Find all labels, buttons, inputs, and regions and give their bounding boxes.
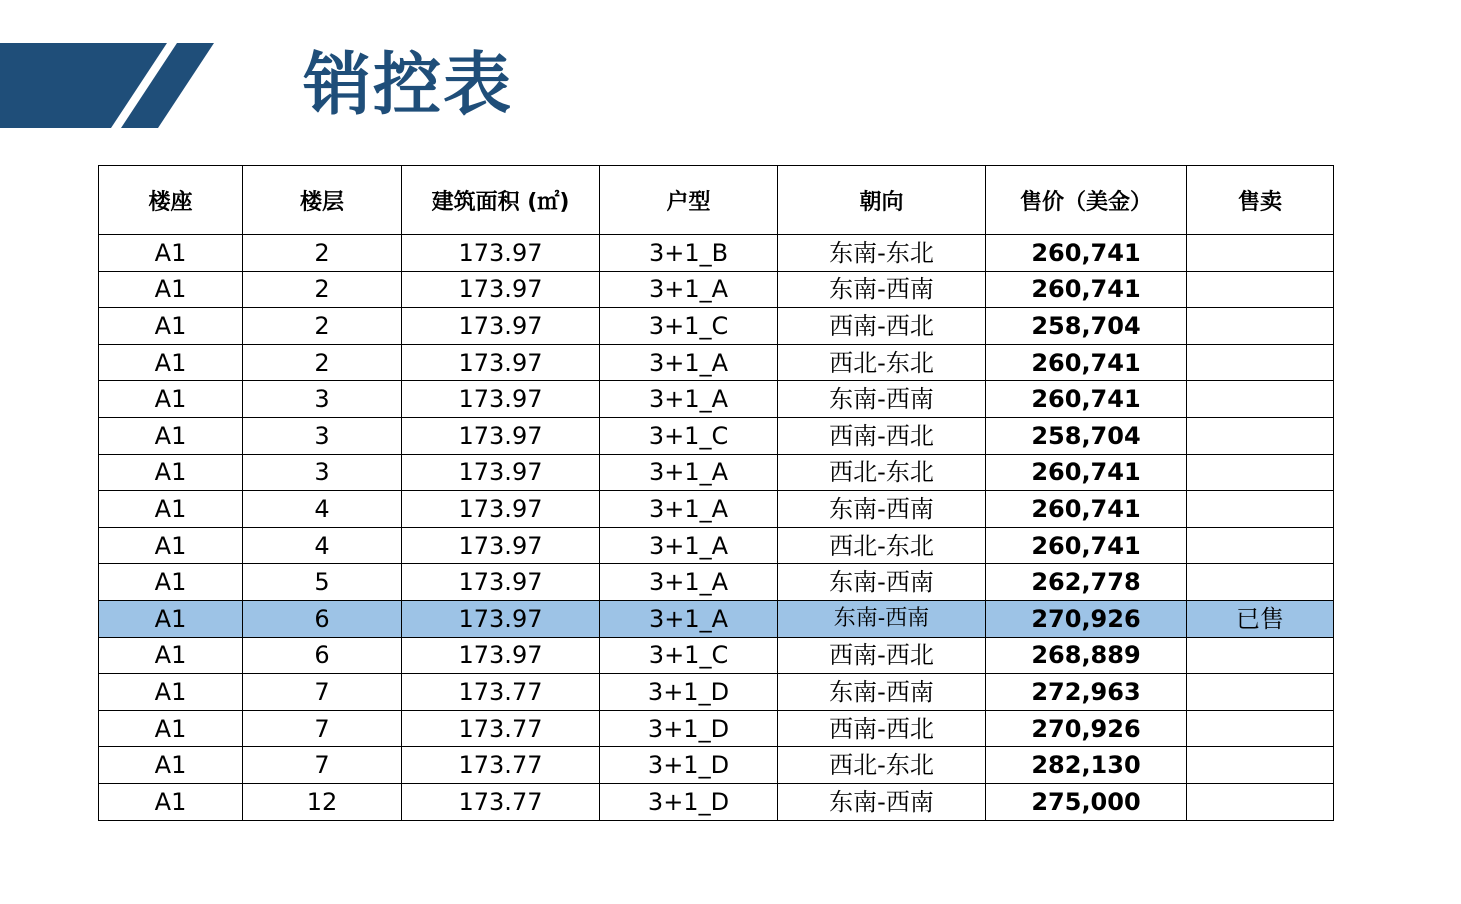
cell-sale-status xyxy=(1187,783,1334,820)
cell-floor: 6 xyxy=(243,600,402,637)
cell-orientation: 西北-东北 xyxy=(778,527,986,564)
header-building: 楼座 xyxy=(99,166,243,235)
cell-sale-status xyxy=(1187,344,1334,381)
cell-sale-status xyxy=(1187,271,1334,308)
cell-floor: 2 xyxy=(243,235,402,272)
table-row xyxy=(99,344,1334,381)
cell-sale-status xyxy=(1187,381,1334,418)
cell-area: 173.97 xyxy=(402,417,600,454)
cell-price: 262,778 xyxy=(986,564,1187,601)
cell-price: 258,704 xyxy=(986,308,1187,345)
cell-orientation: 东南-西南 xyxy=(778,674,986,711)
cell-orientation: 西南-西北 xyxy=(778,637,986,674)
cell-area: 173.97 xyxy=(402,564,600,601)
cell-orientation: 西北-东北 xyxy=(778,747,986,784)
sales-control-table xyxy=(98,165,1334,821)
cell-floor: 3 xyxy=(243,417,402,454)
cell-price: 270,926 xyxy=(986,600,1187,637)
cell-price: 260,741 xyxy=(986,491,1187,528)
header-sale-status: 售卖 xyxy=(1187,166,1334,235)
cell-price: 260,741 xyxy=(986,235,1187,272)
cell-area: 173.97 xyxy=(402,271,600,308)
cell-orientation: 西北-东北 xyxy=(778,454,986,491)
cell-area: 173.97 xyxy=(402,308,600,345)
cell-price: 260,741 xyxy=(986,344,1187,381)
header-price: 售价（美金） xyxy=(986,166,1187,235)
cell-unit-type: 3+1_B xyxy=(600,235,778,272)
table-row xyxy=(99,271,1334,308)
cell-sale-status xyxy=(1187,308,1334,345)
cell-sale-status: 已售 xyxy=(1187,600,1334,637)
cell-area: 173.97 xyxy=(402,344,600,381)
cell-orientation: 东南-西南 xyxy=(778,491,986,528)
cell-sale-status xyxy=(1187,417,1334,454)
cell-price: 258,704 xyxy=(986,417,1187,454)
cell-building: A1 xyxy=(99,344,243,381)
cell-unit-type: 3+1_A xyxy=(600,454,778,491)
cell-area: 173.97 xyxy=(402,491,600,528)
cell-unit-type: 3+1_D xyxy=(600,710,778,747)
cell-price: 268,889 xyxy=(986,637,1187,674)
cell-price: 272,963 xyxy=(986,674,1187,711)
cell-sale-status xyxy=(1187,710,1334,747)
cell-building: A1 xyxy=(99,417,243,454)
cell-building: A1 xyxy=(99,674,243,711)
page-title: 销控表 xyxy=(303,46,514,125)
cell-sale-status xyxy=(1187,637,1334,674)
cell-unit-type: 3+1_A xyxy=(600,600,778,637)
cell-orientation: 西北-东北 xyxy=(778,344,986,381)
table-row xyxy=(99,308,1334,345)
cell-floor: 3 xyxy=(243,381,402,418)
cell-unit-type: 3+1_A xyxy=(600,344,778,381)
cell-floor: 2 xyxy=(243,308,402,345)
cell-floor: 4 xyxy=(243,491,402,528)
cell-area: 173.77 xyxy=(402,674,600,711)
cell-sale-status xyxy=(1187,527,1334,564)
cell-unit-type: 3+1_D xyxy=(600,747,778,784)
cell-sale-status xyxy=(1187,747,1334,784)
header-unit-type: 户型 xyxy=(600,166,778,235)
cell-area: 173.77 xyxy=(402,747,600,784)
table-row xyxy=(99,710,1334,747)
header-area: 建筑面积 (㎡) xyxy=(402,166,600,235)
cell-building: A1 xyxy=(99,564,243,601)
cell-orientation: 东南-东北 xyxy=(778,235,986,272)
table-header-row xyxy=(99,166,1334,235)
cell-area: 173.97 xyxy=(402,235,600,272)
cell-unit-type: 3+1_C xyxy=(600,417,778,454)
cell-building: A1 xyxy=(99,710,243,747)
cell-building: A1 xyxy=(99,381,243,418)
table-row xyxy=(99,564,1334,601)
cell-unit-type: 3+1_C xyxy=(600,308,778,345)
cell-sale-status xyxy=(1187,235,1334,272)
cell-building: A1 xyxy=(99,308,243,345)
cell-orientation: 东南-西南 xyxy=(778,783,986,820)
cell-area: 173.77 xyxy=(402,783,600,820)
cell-unit-type: 3+1_A xyxy=(600,564,778,601)
cell-floor: 4 xyxy=(243,527,402,564)
header-floor: 楼层 xyxy=(243,166,402,235)
table-row xyxy=(99,417,1334,454)
table-row xyxy=(99,674,1334,711)
cell-price: 270,926 xyxy=(986,710,1187,747)
cell-floor: 7 xyxy=(243,710,402,747)
cell-floor: 7 xyxy=(243,747,402,784)
cell-price: 282,130 xyxy=(986,747,1187,784)
cell-building: A1 xyxy=(99,747,243,784)
cell-orientation: 东南-西南 xyxy=(778,381,986,418)
cell-orientation: 西南-西北 xyxy=(778,710,986,747)
cell-sale-status xyxy=(1187,674,1334,711)
cell-floor: 5 xyxy=(243,564,402,601)
cell-building: A1 xyxy=(99,600,243,637)
cell-area: 173.97 xyxy=(402,454,600,491)
cell-building: A1 xyxy=(99,235,243,272)
table-row xyxy=(99,491,1334,528)
cell-unit-type: 3+1_A xyxy=(600,381,778,418)
table-row xyxy=(99,454,1334,491)
table-row xyxy=(99,600,1334,637)
cell-unit-type: 3+1_D xyxy=(600,674,778,711)
cell-price: 260,741 xyxy=(986,527,1187,564)
cell-building: A1 xyxy=(99,454,243,491)
cell-sale-status xyxy=(1187,491,1334,528)
cell-orientation: 东南-西南 xyxy=(778,600,986,637)
cell-floor: 2 xyxy=(243,344,402,381)
table-row xyxy=(99,235,1334,272)
header-orientation: 朝向 xyxy=(778,166,986,235)
table-row xyxy=(99,381,1334,418)
cell-building: A1 xyxy=(99,637,243,674)
cell-building: A1 xyxy=(99,491,243,528)
cell-area: 173.97 xyxy=(402,381,600,418)
cell-price: 260,741 xyxy=(986,271,1187,308)
table-row xyxy=(99,637,1334,674)
cell-area: 173.97 xyxy=(402,600,600,637)
cell-sale-status xyxy=(1187,454,1334,491)
cell-area: 173.77 xyxy=(402,710,600,747)
cell-price: 275,000 xyxy=(986,783,1187,820)
cell-area: 173.97 xyxy=(402,527,600,564)
table-row xyxy=(99,747,1334,784)
cell-unit-type: 3+1_A xyxy=(600,527,778,564)
cell-price: 260,741 xyxy=(986,454,1187,491)
cell-unit-type: 3+1_D xyxy=(600,783,778,820)
cell-sale-status xyxy=(1187,564,1334,601)
cell-building: A1 xyxy=(99,271,243,308)
cell-area: 173.97 xyxy=(402,637,600,674)
cell-unit-type: 3+1_A xyxy=(600,491,778,528)
table-row xyxy=(99,783,1334,820)
cell-unit-type: 3+1_A xyxy=(600,271,778,308)
cell-orientation: 东南-西南 xyxy=(778,271,986,308)
cell-orientation: 东南-西南 xyxy=(778,564,986,601)
cell-building: A1 xyxy=(99,783,243,820)
cell-floor: 2 xyxy=(243,271,402,308)
cell-orientation: 西南-西北 xyxy=(778,308,986,345)
table-body xyxy=(99,235,1334,821)
cell-unit-type: 3+1_C xyxy=(600,637,778,674)
cell-building: A1 xyxy=(99,527,243,564)
cell-floor: 7 xyxy=(243,674,402,711)
cell-floor: 3 xyxy=(243,454,402,491)
header-banner-graphic xyxy=(0,0,220,130)
cell-price: 260,741 xyxy=(986,381,1187,418)
cell-floor: 6 xyxy=(243,637,402,674)
table-row xyxy=(99,527,1334,564)
cell-floor: 12 xyxy=(243,783,402,820)
cell-orientation: 西南-西北 xyxy=(778,417,986,454)
